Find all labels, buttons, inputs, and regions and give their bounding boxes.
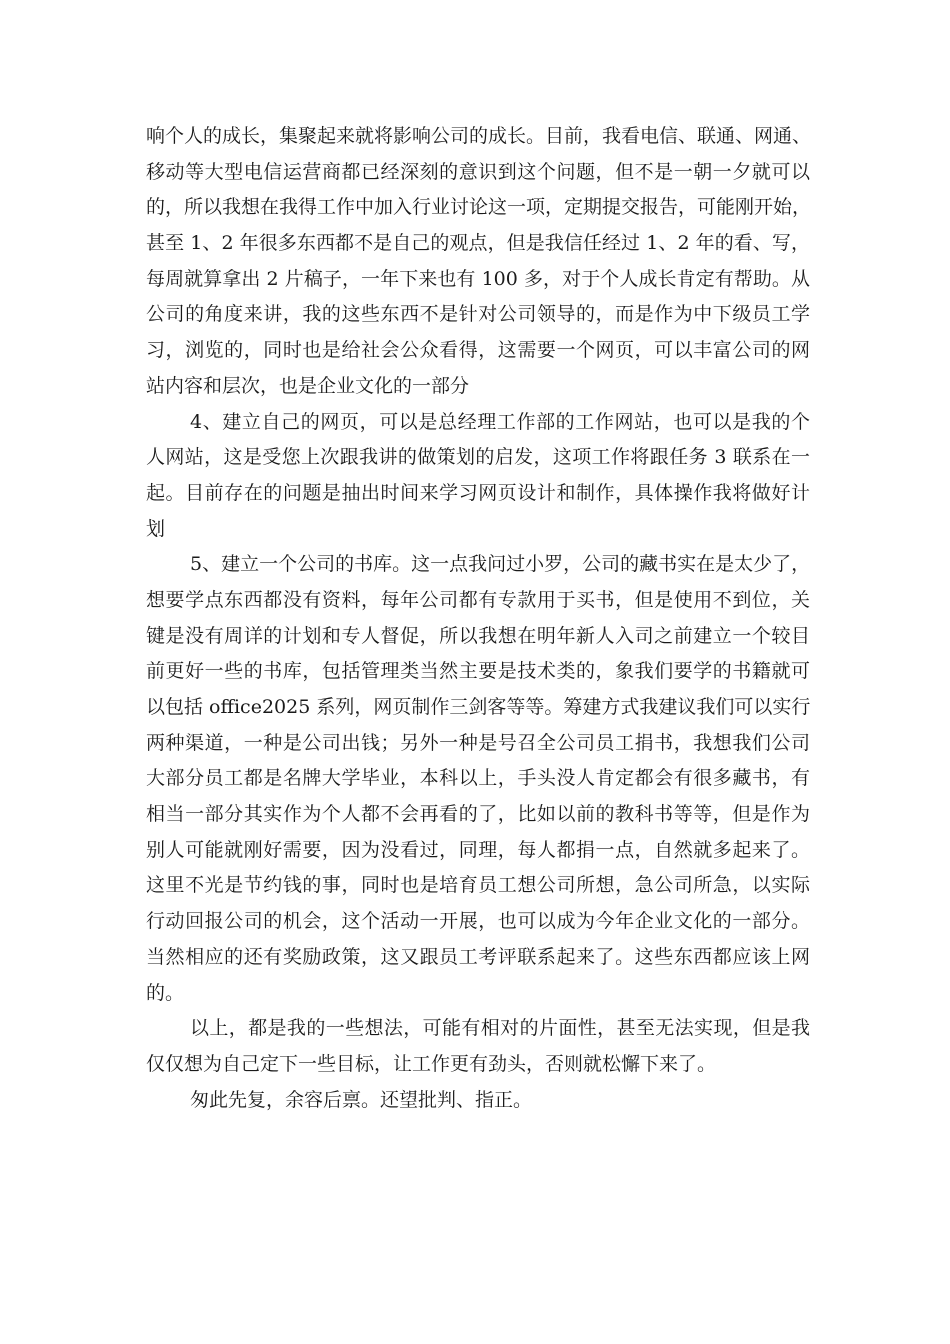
text-line: 起。目前存在的问题是抽出时间来学习网页设计和制作，具体操作我将做好计 — [146, 481, 810, 504]
text-line: 当然相应的还有奖励政策，这又跟员工考评联系起来了。这些东西都应该上网 — [146, 945, 810, 968]
document-body — [146, 119, 810, 1118]
text-line: 习，浏览的，同时也是给社会公众看得，这需要一个网页，可以丰富公司的网 — [146, 339, 810, 362]
text-line: 4、建立自己的网页，可以是总经理工作部的工作网站，也可以是我的个 — [190, 410, 810, 433]
text-line: 划 — [146, 517, 166, 540]
text-line: 别人可能就刚好需要，因为没看过，同理，每人都捐一点，自然就多起来了。 — [146, 838, 810, 861]
text-line: 甚至 1、2 年很多东西都不是自己的观点，但是我信任经过 1、2 年的看、写， — [146, 232, 810, 255]
paragraph — [146, 405, 810, 548]
text-line: 的。 — [146, 981, 185, 1004]
text-line: 大部分员工都是名牌大学毕业，本科以上，手头没人肯定都会有很多藏书，有 — [146, 767, 810, 790]
text-line: 以包括 office2025 系列，网页制作三剑客等等。筹建方式我建议我们可以实行 — [146, 696, 811, 718]
text-line: 这里不光是节约钱的事，同时也是培育员工想公司所想，急公司所急，以实际 — [146, 874, 810, 897]
text-line: 5、建立一个公司的书库。这一点我问过小罗，公司的藏书实在是太少了， — [190, 553, 811, 576]
text-line: 的，所以我想在我得工作中加入行业讨论这一项，定期提交报告，可能刚开始， — [146, 196, 812, 219]
text-line: 移动等大型电信运营商都已经深刻的意识到这个问题，但不是一朝一夕就可以 — [146, 160, 810, 183]
text-line: 以上，都是我的一些想法，可能有相对的片面性，甚至无法实现，但是我 — [190, 1017, 810, 1040]
text-line: 每周就算拿出 2 片稿子，一年下来也有 100 多，对于个人成长肯定有帮助。从 — [146, 267, 810, 290]
text-line: 人网站，这是受您上次跟我讲的做策划的启发，这项工作将跟任务 3 联系在一 — [146, 446, 810, 469]
text-line: 两种渠道，一种是公司出钱；另外一种是号召全公司员工捐书，我想我们公司 — [146, 731, 810, 754]
text-line: 站内容和层次，也是企业文化的一部分 — [146, 374, 470, 397]
paragraph — [146, 1083, 810, 1119]
text-line: 键是没有周详的计划和专人督促，所以我想在明年新人入司之前建立一个较目 — [146, 624, 810, 647]
text-line: 匆此先复，余容后禀。还望批判、指正。 — [190, 1088, 533, 1111]
text-line: 行动回报公司的机会，这个活动一开展，也可以成为今年企业文化的一部分。 — [146, 910, 810, 933]
text-line: 前更好一些的书库，包括管理类当然主要是技术类的，象我们要学的书籍就可 — [146, 660, 810, 683]
paragraph — [146, 119, 810, 405]
text-line: 公司的角度来讲，我的这些东西不是针对公司领导的，而是作为中下级员工学 — [146, 303, 810, 326]
text-line: 仅仅想为自己定下一些目标，让工作更有劲头，否则就松懈下来了。 — [146, 1052, 717, 1075]
paragraph — [146, 547, 810, 1011]
text-line: 想要学点东西都没有资料，每年公司都有专款用于买书，但是使用不到位，关 — [146, 588, 810, 611]
text-line: 响个人的成长，集聚起来就将影响公司的成长。目前，我看电信、联通、网通、 — [146, 125, 812, 147]
text-line: 相当一部分其实作为个人都不会再看的了，比如以前的教科书等等，但是作为 — [146, 803, 810, 826]
paragraph — [146, 1011, 810, 1082]
